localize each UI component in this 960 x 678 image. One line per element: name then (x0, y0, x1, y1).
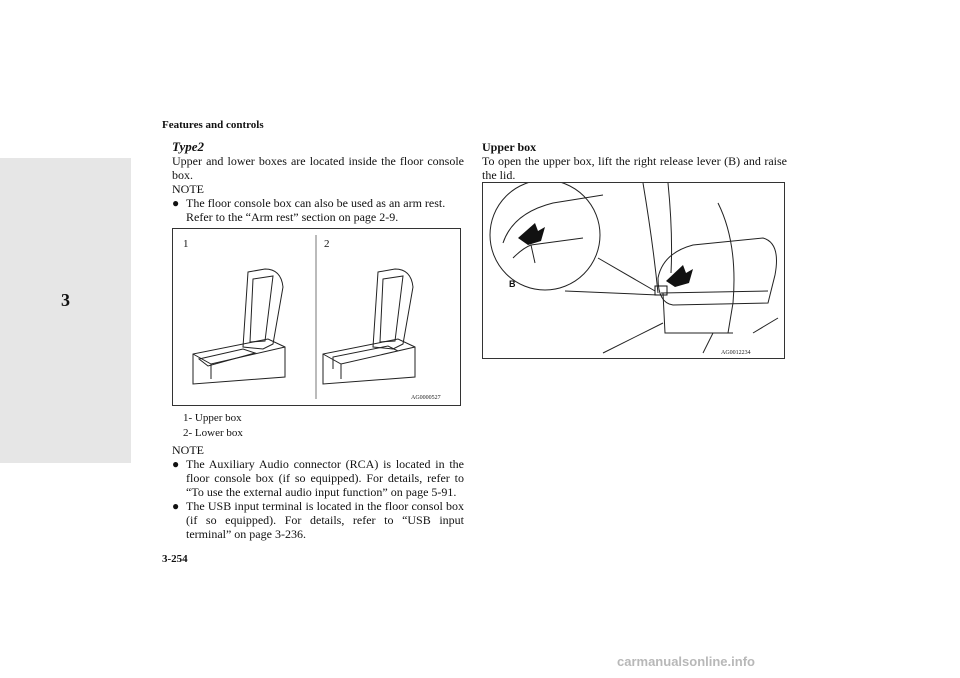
figure-1-code: AG0000527 (411, 395, 441, 401)
console-box-illustration (173, 229, 460, 405)
lever-label-b: B (509, 279, 516, 289)
figure-2-code: AG0012234 (721, 350, 751, 356)
note-label-1: NOTE (172, 182, 204, 196)
left-column (172, 140, 464, 224)
type-heading: Type2 (172, 139, 204, 154)
upper-box-figure (482, 182, 785, 359)
watermark: carmanualsonline.info (617, 654, 755, 669)
bullet-icon: ● (172, 457, 180, 471)
page-number: 3-254 (162, 553, 188, 565)
figure-label-2: 2 (324, 238, 330, 250)
chapter-number: 3 (61, 290, 70, 310)
upper-box-illustration (483, 183, 784, 358)
right-column (482, 140, 787, 182)
legend-item-lower: 2- Lower box (183, 427, 243, 439)
note-label-2: NOTE (172, 443, 204, 457)
note-2-text-1: The Auxiliary Audio connector (RCA) is located in the floor console box (if so equipped). For details, refer to “To use the external audio input function” on page 5-91. (186, 457, 464, 499)
note-2-text-2: The USB input terminal is located in the floor consol box (if so equipped). For details, refer to “USB input terminal” on page 3-236. (186, 499, 464, 541)
note-2-bullet-2 (172, 499, 464, 541)
bullet-icon: ● (172, 499, 180, 513)
note-1-bullet (172, 196, 464, 224)
note-2-bullet-1 (172, 457, 464, 499)
bullet-icon: ● (172, 196, 180, 210)
figure-label-1: 1 (183, 238, 189, 250)
figure-legend (183, 411, 243, 441)
note-1-text: The floor console box can also be used as an arm rest. Refer to the “Arm rest” section on page 2-9. (186, 196, 446, 224)
upper-box-heading: Upper box (482, 140, 537, 154)
section-header: Features and controls (162, 119, 264, 131)
upper-box-body: To open the upper box, lift the right release lever (B) and raise the lid. (482, 154, 787, 182)
legend-item-upper: 1- Upper box (183, 412, 242, 424)
note-2-block (172, 443, 464, 541)
console-box-figure (172, 228, 461, 406)
intro-paragraph: Upper and lower boxes are located inside the floor console box. (172, 154, 464, 182)
